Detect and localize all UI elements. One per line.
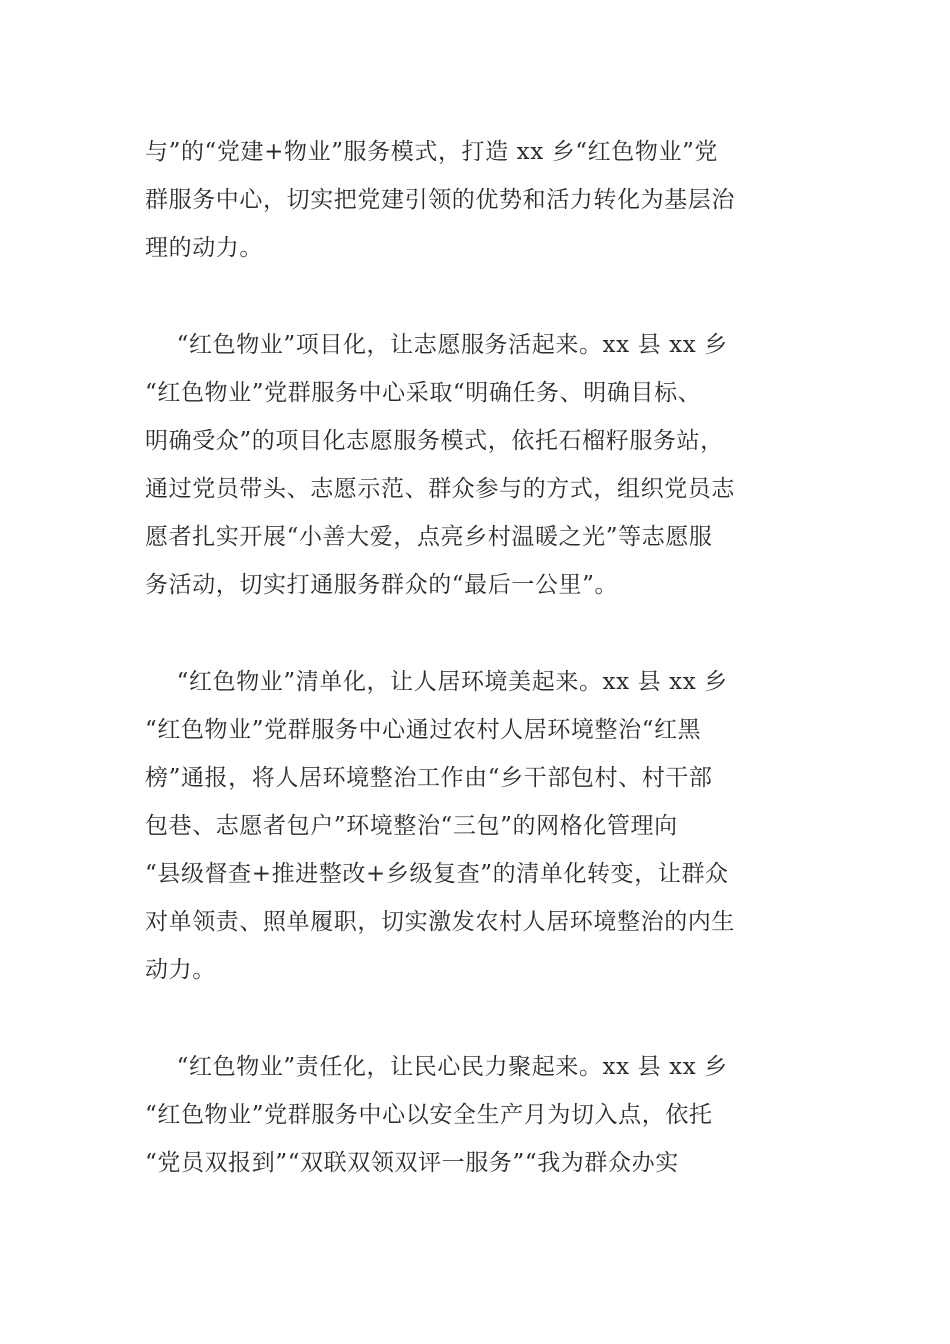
paragraph-2 [145, 321, 815, 609]
text-line: 动力。 [145, 957, 216, 983]
text-line: 理的动力。 [145, 235, 263, 261]
text-line: “县级督查+推进整改+乡级复查”的清单化转变，让群众 [145, 861, 729, 887]
text-line: “红色物业”党群服务中心通过农村人居环境整治“红黑 [145, 717, 702, 743]
paragraph-gap [145, 609, 815, 658]
text-line: “红色物业”党群服务中心采取“明确任务、明确目标、 [145, 380, 702, 406]
text-line: 愿者扎实开展“小善大爱，点亮乡村温暖之光”等志愿服 [145, 524, 713, 550]
text-line: “红色物业”责任化，让民心民力聚起来。xx 县 xx 乡 [145, 1054, 728, 1080]
text-line: 包巷、志愿者包户”环境整治“三包”的网格化管理向 [145, 813, 678, 839]
text-line: 与”的“党建+物业”服务模式，打造 xx 乡“红色物业”党 [145, 139, 719, 165]
text-line: “红色物业”清单化，让人居环境美起来。xx 县 xx 乡 [145, 669, 728, 695]
text-line: 对单领责、照单履职，切实激发农村人居环境整治的内生 [145, 909, 735, 935]
text-line: “党员双报到”“双联双领双评一服务”“我为群众办实 [145, 1150, 679, 1176]
text-line: 群服务中心，切实把党建引领的优势和活力转化为基层治 [145, 187, 735, 213]
text-line: 明确受众”的项目化志愿服务模式，依托石榴籽服务站， [145, 428, 724, 454]
paragraph-gap [145, 994, 815, 1043]
text-line: 榜”通报，将人居环境整治工作由“乡干部包村、村干部 [145, 765, 713, 791]
paragraph-4 [145, 1043, 815, 1187]
text-line: 务活动，切实打通服务群众的“最后一公里”。 [145, 572, 619, 598]
text-line: “红色物业”党群服务中心以安全生产月为切入点，依托 [145, 1102, 713, 1128]
text-line: “红色物业”项目化，让志愿服务活起来。xx 县 xx 乡 [145, 332, 728, 358]
paragraph-gap [145, 272, 815, 321]
paragraph-3 [145, 658, 815, 994]
document-body [145, 128, 815, 1187]
paragraph-1 [145, 128, 815, 272]
text-line: 通过党员带头、志愿示范、群众参与的方式，组织党员志 [145, 476, 735, 502]
